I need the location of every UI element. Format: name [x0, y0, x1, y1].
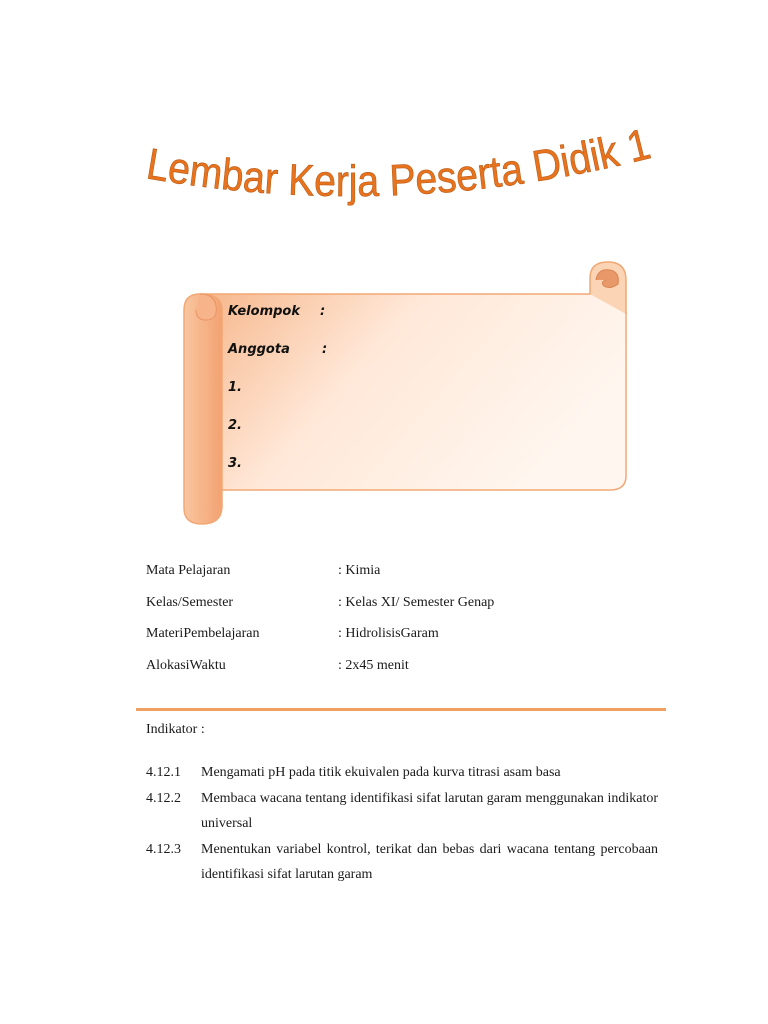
- indikator-number: 4.12.2: [146, 791, 181, 806]
- info-row-material: [146, 625, 666, 657]
- kelompok-line: [228, 302, 608, 340]
- info-value: : 2x45 menit: [338, 657, 409, 673]
- info-value: : Kelas XI/ Semester Genap: [338, 594, 495, 610]
- indikator-item: [146, 837, 658, 887]
- member-1: 1.: [228, 380, 242, 395]
- indikator-text: Mengamati pH pada titik ekuivalen pada kurva titrasi asam basa: [201, 765, 561, 780]
- indikator-number: 4.12.3: [146, 842, 181, 857]
- info-value: : HidrolisisGaram: [338, 626, 439, 641]
- wordart-title: [140, 118, 660, 208]
- anggota-colon: :: [322, 342, 328, 357]
- info-row-class: [146, 594, 666, 626]
- info-row-time: [146, 657, 666, 689]
- scroll-content: [228, 302, 608, 492]
- info-value: : Kimia: [338, 563, 381, 578]
- group-scroll-banner: [178, 258, 630, 526]
- info-label: AlokasiWaktu: [146, 657, 226, 673]
- kelompok-label: Kelompok: [228, 304, 300, 319]
- info-label: MateriPembelajaran: [146, 626, 260, 641]
- indikator-text: Membaca wacana tentang identifikasi sifat larutan garam menggunakan indikator universal: [201, 791, 658, 831]
- info-label: Mata Pelajaran: [146, 563, 231, 578]
- anggota-line: [228, 340, 608, 378]
- member-2: 2.: [228, 418, 242, 433]
- page-title: Lembar Kerja Peserta Didik 1: [143, 118, 658, 207]
- kelompok-colon: :: [320, 304, 326, 319]
- indikator-item: [146, 786, 658, 836]
- wordart-title-svg: [140, 118, 660, 208]
- member-3: 3.: [228, 456, 242, 471]
- section-divider: [136, 708, 666, 711]
- anggota-label: Anggota: [228, 342, 290, 357]
- subject-info-table: [146, 562, 666, 688]
- indikator-number: 4.12.1: [146, 765, 181, 780]
- svg-text:Lembar Kerja Peserta Didik 1: [143, 118, 658, 207]
- info-label: Kelas/Semester: [146, 594, 234, 610]
- indikator-heading: Indikator :: [146, 722, 205, 737]
- indikator-item: [146, 760, 658, 785]
- info-row-subject: [146, 562, 666, 594]
- indikator-list: [146, 760, 658, 888]
- indikator-text: Menentukan variabel kontrol, terikat dan bebas dari wacana tentang percobaan identifikasi sifat larutan garam: [201, 842, 658, 882]
